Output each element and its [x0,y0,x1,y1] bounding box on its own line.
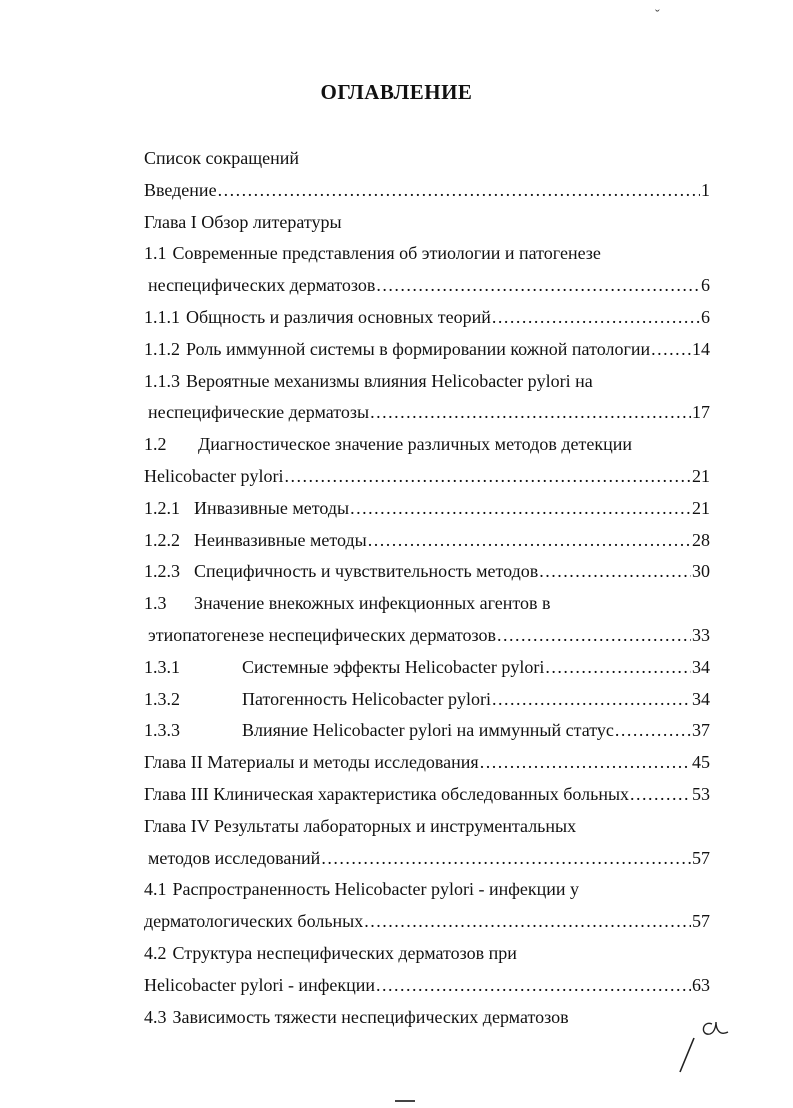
dot-leader [491,687,691,719]
toc-entry [144,273,710,305]
toc-entry [144,750,710,782]
dot-leader [320,846,691,878]
dot-leader [363,909,691,941]
toc-entry [144,305,710,337]
toc-entry-title: дерматологических больных [144,911,364,932]
toc-entry-page: 57 [692,911,710,932]
toc-entry-title: Современные представления об этиологии и патогенезе [172,243,601,264]
toc-entry [144,718,710,750]
toc-entry-number: 1.2.2 [144,529,180,550]
toc-entry [144,941,710,973]
toc-entry-number: 1.1.1 [144,306,180,327]
toc-entry [144,973,710,1005]
toc-entry-title: Глава II Материалы и методы исследования [144,752,479,773]
dot-leader [349,496,691,528]
dot-leader [544,655,691,687]
toc-entry [144,210,710,242]
toc-entry-page: 6 [701,275,710,296]
dot-leader [217,178,700,210]
toc-entry-title: Патогенность Helicobacter pylori [242,688,492,709]
toc-entry-title: неспецифических дерматозов [148,275,376,296]
toc-entry-number: 1.3.3 [144,720,180,741]
page-title: ОГЛАВЛЕНИЕ [320,80,473,104]
scan-speck: ˇ [655,8,660,23]
toc-entry-page: 45 [692,752,710,773]
dot-leader [479,750,691,782]
toc-entry-title: Инвазивные методы [194,497,350,518]
toc-entry [144,877,710,909]
dot-leader [369,400,691,432]
toc-entry [144,909,710,941]
toc-entry-number: 1.3.1 [144,656,180,677]
toc-entry-number: 1.3 [144,593,167,614]
toc-entry-page: 14 [692,338,710,359]
toc-entry [144,178,710,210]
toc-entry-page: 21 [692,497,710,518]
toc-entry-page: 37 [692,720,710,741]
table-of-contents [144,146,710,1036]
toc-entry-title: Введение [144,179,217,200]
toc-entry-title: Helicobacter pylori [144,465,284,486]
toc-entry-title: Глава IV Результаты лабораторных и инструментальных [144,815,577,836]
toc-entry-title: Список сокращений [144,148,299,168]
toc-entry-title: неспецифические дерматозы [148,402,370,423]
toc-entry-number: 1.3.2 [144,688,180,709]
toc-entry-number: 1.1 [144,243,167,264]
toc-entry-page: 34 [692,656,710,677]
dot-leader [538,559,691,591]
toc-entry-number: 1.1.3 [144,370,180,391]
toc-entry [144,337,710,369]
toc-entry [144,623,710,655]
toc-entry-title: Неинвазивные методы [194,529,367,550]
toc-entry [144,369,710,401]
toc-entry-page: 30 [692,561,710,582]
toc-entry [144,528,710,560]
toc-entry-page: 63 [692,974,710,995]
toc-entry-number: 1.2.1 [144,497,180,518]
toc-entry [144,241,710,273]
toc-entry-title: Значение внекожных инфекционных агентов в [194,593,551,614]
toc-entry-page: 17 [692,402,710,423]
dot-leader [629,782,691,814]
toc-entry [144,1005,710,1037]
toc-entry [144,687,710,719]
toc-entry-title: Системные эффекты Helicobacter pylori [242,656,545,677]
toc-entry [144,496,710,528]
toc-entry-title: Helicobacter pylori - инфекции [144,974,375,995]
toc-entry-number: 4.2 [144,942,167,963]
toc-entry-title: Глава I Обзор литературы [144,211,342,232]
toc-entry-title: Роль иммунной системы в формировании кожной патологии [186,338,651,359]
toc-entry [144,146,710,178]
toc-entry [144,591,710,623]
toc-entry-number: 1.2 [144,434,167,455]
toc-entry-page: 34 [692,688,710,709]
handwritten-page-mark [672,1010,742,1080]
toc-entry [144,400,710,432]
toc-entry [144,846,710,878]
scan-edge-mark [395,1100,415,1102]
toc-entry [144,432,710,464]
toc-entry-title: Диагностическое значение различных методов детекции [198,434,632,455]
toc-entry-title: Специфичность и чувствительность методов [194,561,539,582]
toc-entry-title: Распространенность Helicobacter pylori - инфекции у [172,879,580,900]
toc-entry-page: 21 [692,465,710,486]
toc-entry-page: 57 [692,847,710,868]
toc-entry [144,782,710,814]
toc-entry-number: 1.1.2 [144,338,180,359]
dot-leader [491,305,700,337]
toc-entry-page: 6 [701,306,710,327]
toc-entry-page: 1 [701,179,710,200]
toc-entry-title: Глава III Клиническая характеристика обследованных больных [144,783,630,804]
dot-leader [283,464,691,496]
dot-leader [614,718,691,750]
toc-entry-title: этиопатогенезе неспецифических дерматозов [148,624,496,645]
toc-entry-number: 4.3 [144,1006,167,1027]
toc-entry [144,655,710,687]
dot-leader [375,273,700,305]
toc-entry-number: 1.2.3 [144,561,180,582]
toc-entry [144,559,710,591]
toc-entry-page: 53 [692,783,710,804]
toc-entry-title: методов исследований [148,847,321,868]
dot-leader [496,623,691,655]
toc-entry-page: 33 [692,624,710,645]
toc-entry [144,814,710,846]
dot-leader [375,973,691,1005]
toc-entry-title: Общность и различия основных теорий [186,306,491,327]
dot-leader [650,337,691,369]
toc-entry-title: Зависимость тяжести неспецифических дерматозов [172,1006,569,1027]
dot-leader [367,528,691,560]
toc-entry-page: 28 [692,529,710,550]
toc-entry-title: Вероятные механизмы влияния Helicobacter pylori на [186,370,593,391]
toc-entry-title: Структура неспецифических дерматозов при [172,942,517,963]
toc-entry [144,464,710,496]
toc-entry-number: 4.1 [144,879,167,900]
toc-entry-title: Влияние Helicobacter pylori на иммунный статус [242,720,614,741]
